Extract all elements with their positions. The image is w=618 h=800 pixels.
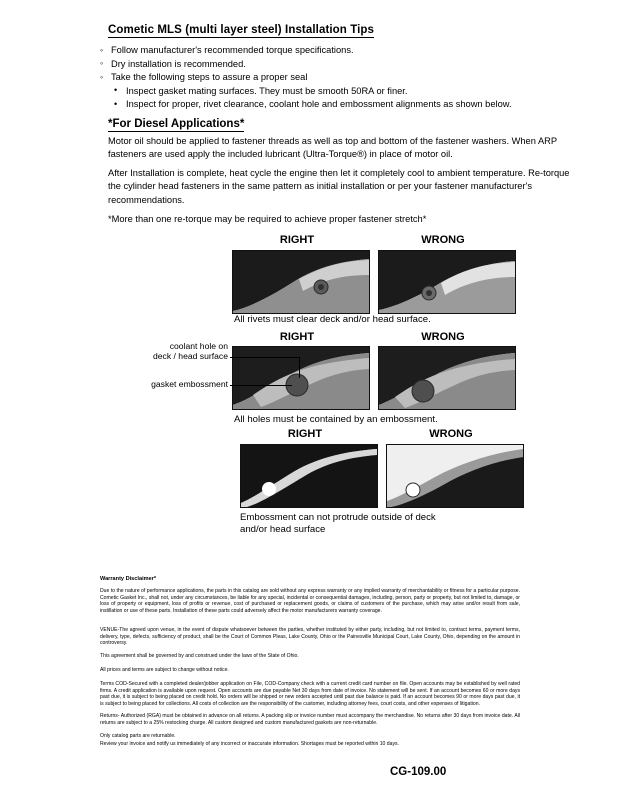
warranty-paragraph-8: Review your invoice and notify us immediately of any incorrect or inaccurate information. Shortages must be reported within 10 days. <box>100 741 399 747</box>
protrusion-wrong-diagram <box>387 445 523 507</box>
diesel-paragraph-1: Motor oil should be applied to fastener threads as well as top and bottom of the fastener washers. When ARP fasteners are used apply the included lubricant (Ultra-Torque®) in place of motor oil. <box>108 136 557 160</box>
warranty-paragraph-3: This agreement shall be governed by and construed under the laws of the State of Ohio. <box>100 653 299 659</box>
figure3-right-label: RIGHT <box>287 428 323 440</box>
rivet-clearance-wrong-diagram <box>379 251 515 313</box>
annotation-coolant-hole-line1: coolant hole on <box>169 341 228 351</box>
figure3-caption-line2: and/or head surface <box>240 524 326 535</box>
page-title-text: Cometic MLS (multi layer steel) Installation Tips <box>108 24 375 36</box>
figure1-right-label: RIGHT <box>279 234 315 246</box>
annotation-coolant-hole-line2: deck / head surface <box>152 351 228 361</box>
warranty-paragraph-5: Terms COD-Secured with a completed dealer/jobber application on File, COD-Company check with a current credit card number on file. Open accounts may be established by well rated firms. A credit application is available upon request. Open accounts are due payable Net 30 days from date of invoice. No statement will be sent. If an account becomes 60 or more days past due, it is subject to being placed on credit hold. No orders will be shipped or new orders accepted until past due balance is paid. If an account becomes 90 or more days past due, it is subject to being placed for collections. All costs of collection are the responsibility of the customer, including attorney fees, court costs, and other expenses of litigation. <box>100 681 520 707</box>
page-title <box>108 24 588 36</box>
protrusion-right-diagram <box>241 445 377 507</box>
figure3-caption-line1: Embossment can not protrude outside of deck <box>240 512 436 523</box>
leader-line-coolant-hole <box>230 357 300 358</box>
figure2-right-label: RIGHT <box>279 331 315 343</box>
figure3-right-image <box>240 444 378 508</box>
figure1-right-image <box>232 250 370 314</box>
document-number: CG-109.00 <box>390 766 447 778</box>
leader-line-coolant-hole-vert <box>299 357 300 378</box>
diesel-paragraph-2: After Installation is complete, heat cycle the engine then let it completely cool to ambient temperature. Re-torque the cylinder head fasteners in the same pattern as initial installation or per your fastener manufacturer's recommendations. <box>108 168 570 205</box>
embossment-wrong-diagram <box>379 347 515 409</box>
tip-item: ◦ Dry installation is recommended. <box>100 58 600 72</box>
warranty-paragraph-2: VENUE-The agreed upon venue, in the event of dispute whatsoever between the parties, whether instituted by either party, including, but not limited to, contract terms, payment terms, delivery, type, defects, sufficiency of product, shall be the Court of Common Pleas, Lake County, Ohio or the Painesville Municipal Court, Lake County, Ohio, depending on the amount in controversy. <box>100 627 520 647</box>
rivet-clearance-right-diagram <box>233 251 369 313</box>
tip-item: ◦ Take the following steps to assure a proper seal <box>100 71 600 85</box>
warranty-heading: Warranty Disclaimer* <box>100 576 157 582</box>
tip-item: ◦ Follow manufacturer's recommended torque specifications. <box>100 44 600 58</box>
figure2-wrong-image <box>378 346 516 410</box>
figure3-wrong-label: WRONG <box>429 428 473 440</box>
diesel-paragraph-3: *More than one re-torque may be required to achieve proper fastener stretch* <box>108 214 427 224</box>
figure3-wrong-image <box>386 444 524 508</box>
annotation-gasket-embossment: gasket embossment <box>151 379 228 389</box>
diesel-section-heading: *For Diesel Applications* <box>108 118 245 130</box>
figure2-right-image <box>232 346 370 410</box>
installation-tips-list <box>100 44 600 112</box>
tip-subitem: • Inspect gasket mating surfaces. They must be smooth 50RA or finer. <box>114 85 600 99</box>
warranty-paragraph-6: Returns- Authorized (RGA) must be obtained in advance on all returns. A packing slip or invoice number must accompany the merchandise. No returns after 30 days from invoice date. All returns are subject to a 25% restocking charge. All custom designed and custom manufactured gaskets are non-returnable. <box>100 713 520 726</box>
figure2-wrong-label: WRONG <box>421 331 465 343</box>
warranty-paragraph-1: Due to the nature of performance applications, the parts in this catalog are sold without any express warranty or any implied warranty of merchantability or fitness for a particular purpose. Cometic Gasket Inc., shall not, under any circumstances, be liable for any special, incidental or consequential damages, including, person, party or property, but not limited to, damage, or loss of property or equipment, loss of profits or revenue, cost of purchased or replacement goods, or claims of customers of the purchase, which may arise and/or result from sale, instillation or use of these parts. Installation of these parts could adversely affect the motor manufacturers warranty coverage. <box>100 588 520 614</box>
leader-line-gasket-embossment <box>230 385 292 386</box>
warranty-paragraph-4: All prices and terms are subject to change without notice. <box>100 667 229 673</box>
figure1-caption: All rivets must clear deck and/or head surface. <box>234 314 431 325</box>
figure1-wrong-image <box>378 250 516 314</box>
warranty-paragraph-7: Only catalog parts are returnable. <box>100 733 176 739</box>
figure1-wrong-label: WRONG <box>421 234 465 246</box>
tip-subitem: • Inspect for proper, rivet clearance, coolant hole and embossment alignments as shown below. <box>114 98 600 112</box>
figure2-caption: All holes must be contained by an embossment. <box>234 414 438 425</box>
